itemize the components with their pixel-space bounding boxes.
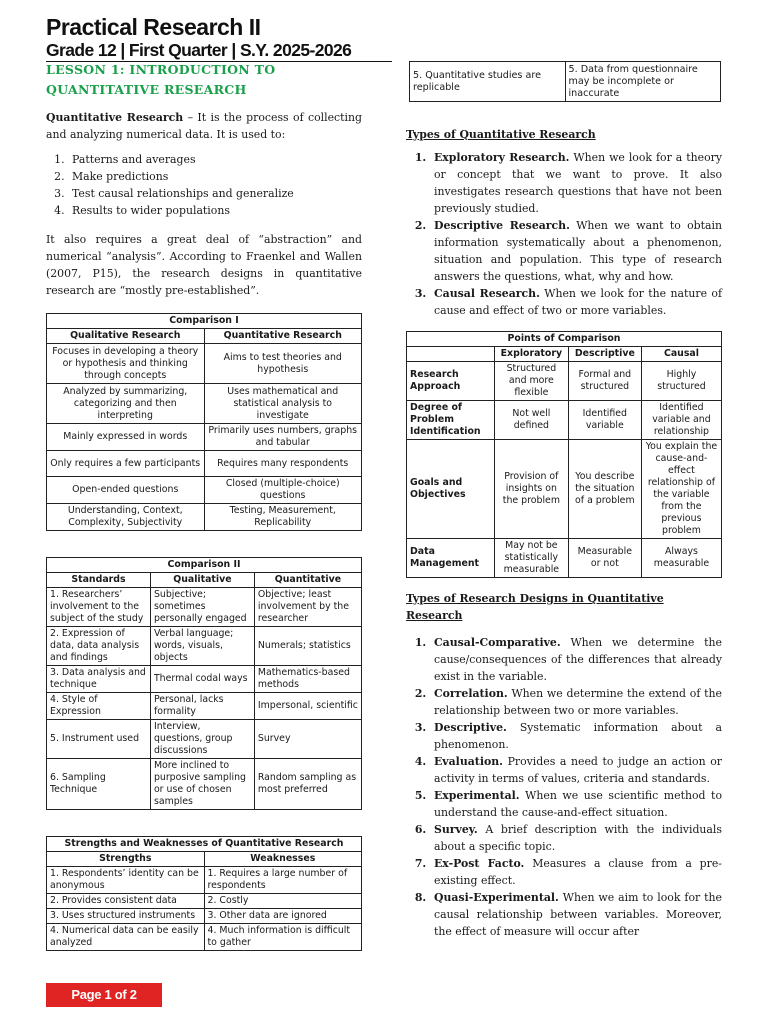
row-header: Goals and Objectives (407, 440, 495, 539)
table-cell: 3. Data analysis and technique (47, 666, 151, 693)
table-cell: Impersonal, scientific (254, 693, 361, 720)
table-row (47, 451, 362, 477)
column-header: Quantitative Research (204, 329, 362, 344)
definition-text: – It is the process of collecting and analyzing numerical data. It is used to: (46, 111, 362, 141)
column-header: Qualitative (150, 573, 254, 588)
abstraction-paragraph: It also requires a great deal of “abstraction” and numerical “analysis”. According to Fraenkel and Wallen (2007, P15), the research designs in quantitative research are “mostly pre-established”. (46, 233, 362, 297)
list-item: 1. Exploratory Research. When we look for a theory or concept that we want to prove. It also investigates research questions that have not been previously studied. (430, 149, 722, 217)
list-item: 7. Ex-Post Facto. Measures a clause from a pre-existing effect. (430, 855, 722, 889)
table-cell: Not well defined (495, 401, 569, 440)
table-row (47, 759, 362, 810)
document-title: Practical Research II (46, 14, 261, 40)
table-cell: 1. Researchers’ involvement to the subject of the study (47, 588, 151, 627)
list-item: 2. Descriptive Research. When we want to obtain information systematically about a phenomenon, situation and population. This type of research answers the questions, what, why and how. (430, 217, 722, 285)
table-cell: 5. Quantitative studies are replicable (410, 62, 566, 102)
list-item: 5. Experimental. When we use scientific method to understand the cause-and-effect situation. (430, 787, 722, 821)
table-cell: Open-ended questions (47, 477, 205, 504)
table-cell: Verbal language; words, visuals, objects (150, 627, 254, 666)
list-item: 3. Descriptive. Systematic information about a phenomenon. (430, 719, 722, 753)
table-cell: Survey (254, 720, 361, 759)
table-cell: Mainly expressed in words (47, 424, 205, 451)
table-title: Strengths and Weaknesses of Quantitative Research (47, 837, 362, 852)
table-cell: Measurable or not (568, 539, 641, 578)
table-cell: Objective; least involvement by the researcher (254, 588, 361, 627)
table-cell: 4. Numerical data can be easily analyzed (47, 924, 205, 951)
list-item: 1. Patterns and averages (68, 151, 362, 168)
column-header: Strengths (47, 852, 205, 867)
designs-heading: Types of Research Designs in Quantitative Research (406, 592, 664, 622)
table-row (407, 401, 722, 440)
types-research-list (430, 149, 722, 319)
table-cell: 2. Costly (204, 894, 362, 909)
table-row (47, 720, 362, 759)
list-item: 2. Make predictions (68, 168, 362, 185)
row-header: Degree of Problem Identification (407, 401, 495, 440)
row-header: Data Management (407, 539, 495, 578)
column-header: Causal (641, 347, 721, 362)
table-cell: 5. Data from questionnaire may be incomplete or inaccurate (565, 62, 721, 102)
uses-list (68, 151, 362, 219)
column-header: Descriptive (568, 347, 641, 362)
table-cell: You explain the cause-and-effect relationship of the variable from the previous problem (641, 440, 721, 539)
table-row (47, 384, 362, 424)
left-column (46, 60, 362, 951)
table-cell: Testing, Measurement, Replicability (204, 504, 362, 531)
table-cell: Only requires a few participants (47, 451, 205, 477)
points-comparison-table (406, 331, 722, 578)
table-cell: Mathematics-based methods (254, 666, 361, 693)
table-row (47, 693, 362, 720)
table-row (47, 504, 362, 531)
table-cell: More inclined to purposive sampling or use of chosen samples (150, 759, 254, 810)
table-cell: Aims to test theories and hypothesis (204, 344, 362, 384)
table-cell: 6. Sampling Technique (47, 759, 151, 810)
table-cell: Identified variable (568, 401, 641, 440)
table-cell: Analyzed by summarizing, categorizing and then interpreting (47, 384, 205, 424)
list-item: 4. Evaluation. Provides a need to judge an action or activity in terms of values, criteria and standards. (430, 753, 722, 787)
list-item: 3. Causal Research. When we look for the nature of cause and effect of two or more variables. (430, 285, 722, 319)
column-header-empty (407, 347, 495, 362)
table-cell: 4. Style of Expression (47, 693, 151, 720)
table-cell: 4. Much information is difficult to gather (204, 924, 362, 951)
table-cell: Closed (multiple-choice) questions (204, 477, 362, 504)
table-cell: Subjective; sometimes personally engaged (150, 588, 254, 627)
table-cell: 3. Other data are ignored (204, 909, 362, 924)
document-subtitle: Grade 12 | First Quarter | S.Y. 2025-2026 (46, 40, 392, 62)
table-cell: 2. Provides consistent data (47, 894, 205, 909)
row-header: Research Approach (407, 362, 495, 401)
table-cell: Focuses in developing a theory or hypothesis and thinking through concepts (47, 344, 205, 384)
table-cell: 1. Respondents’ identity can be anonymous (47, 867, 205, 894)
column-header: Exploratory (495, 347, 569, 362)
comparison-1-table (46, 313, 362, 531)
table-cell: Interview, questions, group discussions (150, 720, 254, 759)
right-column (406, 118, 722, 940)
list-item: 3. Test causal relationships and generalize (68, 185, 362, 202)
table-cell: Provision of insights on the problem (495, 440, 569, 539)
table-row (407, 440, 722, 539)
table-cell: Numerals; statistics (254, 627, 361, 666)
table-row (407, 362, 722, 401)
column-header: Standards (47, 573, 151, 588)
lesson-title (46, 60, 362, 100)
column-header: Quantitative (254, 573, 361, 588)
column-header: Weaknesses (204, 852, 362, 867)
table-cell: Uses mathematical and statistical analysis to investigate (204, 384, 362, 424)
list-item: 1. Causal-Comparative. When we determine the cause/consequences of the differences that already exist in the variable. (430, 634, 722, 685)
table-row (47, 627, 362, 666)
table-row (47, 666, 362, 693)
designs-list (430, 634, 722, 940)
strengths-weaknesses-table (46, 836, 362, 951)
table-row (47, 344, 362, 384)
table-cell: 2. Expression of data, data analysis and findings (47, 627, 151, 666)
comparison-2-table (46, 557, 362, 810)
table-cell: Understanding, Context, Complexity, Subjectivity (47, 504, 205, 531)
strengths-continued-table (409, 61, 721, 102)
table-cell: Structured and more flexible (495, 362, 569, 401)
document-header (46, 14, 392, 62)
definition-term: Quantitative Research (46, 111, 184, 124)
table-cell: Always measurable (641, 539, 721, 578)
table-title: Comparison I (47, 314, 362, 329)
table-cell: Requires many respondents (204, 451, 362, 477)
lesson-title-line1: LESSON 1: INTRODUCTION TO (46, 62, 276, 77)
table-cell: Personal, lacks formality (150, 693, 254, 720)
table-cell: Identified variable and relationship (641, 401, 721, 440)
table-cell: Random sampling as most preferred (254, 759, 361, 810)
table-cell: May not be statistically measurable (495, 539, 569, 578)
table-row (47, 424, 362, 451)
table-cell: 5. Instrument used (47, 720, 151, 759)
table-row (407, 539, 722, 578)
table-title: Comparison II (47, 558, 362, 573)
column-header: Qualitative Research (47, 329, 205, 344)
table-row (47, 924, 362, 951)
table-row (47, 909, 362, 924)
table-row (410, 62, 721, 102)
table-cell: Primarily uses numbers, graphs and tabular (204, 424, 362, 451)
definition-paragraph (46, 109, 362, 143)
table-row (47, 588, 362, 627)
list-item: 4. Results to wider populations (68, 202, 362, 219)
table-cell: You describe the situation of a problem (568, 440, 641, 539)
table-cell: 1. Requires a large number of respondents (204, 867, 362, 894)
page-number-badge: Page 1 of 2 (46, 983, 162, 1007)
table-row (47, 894, 362, 909)
table-row (47, 477, 362, 504)
table-title: Points of Comparison (407, 332, 722, 347)
types-research-heading: Types of Quantitative Research (406, 128, 596, 141)
list-item: 8. Quasi-Experimental. When we aim to look for the causal relationship between variables. Moreover, the effect of measure will occur after (430, 889, 722, 940)
table-row (47, 867, 362, 894)
lesson-title-line2: QUANTITATIVE RESEARCH (46, 82, 247, 97)
table-cell: Formal and structured (568, 362, 641, 401)
list-item: 2. Correlation. When we determine the extend of the relationship between two or more variables. (430, 685, 722, 719)
table-cell: Thermal codal ways (150, 666, 254, 693)
list-item: 6. Survey. A brief description with the individuals about a specific topic. (430, 821, 722, 855)
table-cell: 3. Uses structured instruments (47, 909, 205, 924)
table-cell: Highly structured (641, 362, 721, 401)
